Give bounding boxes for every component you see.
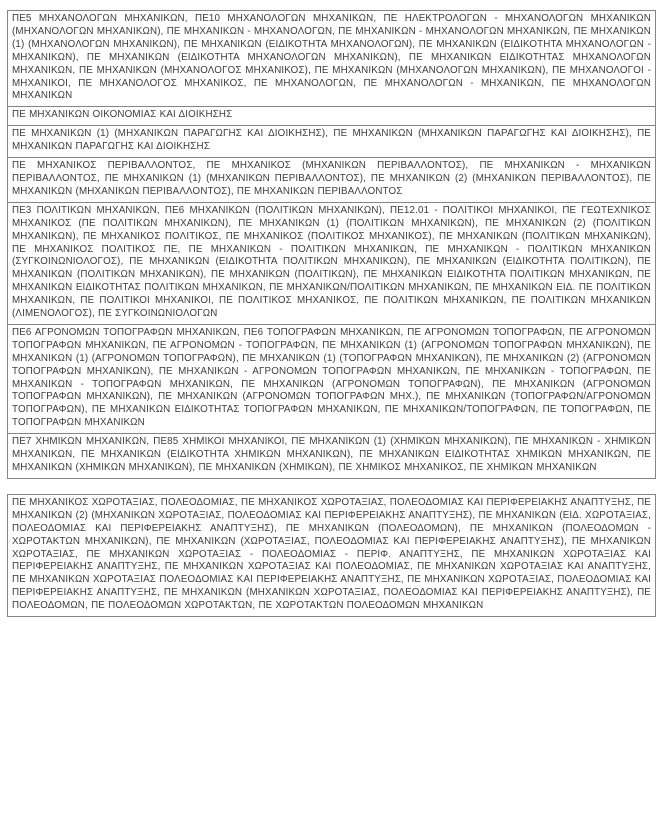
table-row-economics-management-engineers: ΠΕ ΜΗΧΑΝΙΚΩΝ ΟΙΚΟΝΟΜΙΑΣ ΚΑΙ ΔΙΟΙΚΗΣΗΣ — [8, 107, 655, 126]
specialties-table-lower — [7, 494, 656, 617]
table-row-production-management-engineers: ΠΕ ΜΗΧΑΝΙΚΩΝ (1) (ΜΗΧΑΝΙΚΩΝ ΠΑΡΑΓΩΓΗΣ ΚΑΙ ΔΙΟΙΚΗΣΗΣ), ΠΕ ΜΗΧΑΝΙΚΩΝ (ΜΗΧΑΝΙΚΩΝ ΠΑΡΑΓΩΓΗΣ ΚΑΙ ΔΙΟΙΚΗΣΗΣ), ΠΕ ΜΗΧΑΝΙΚΩΝ ΠΑΡΑΓΩΓΗΣ ΚΑΙ ΔΙΟΙΚΗΣΗΣ — [8, 126, 655, 158]
table-row-urban-planning-engineers: ΠΕ ΜΗΧΑΝΙΚΟΣ ΧΩΡΟΤΑΞΙΑΣ, ΠΟΛΕΟΔΟΜΙΑΣ, ΠΕ ΜΗΧΑΝΙΚΟΣ ΧΩΡΟΤΑΞΙΑΣ, ΠΟΛΕΟΔΟΜΙΑΣ ΚΑΙ ΠΕΡΙΦΕΡΕΙΑΚΗΣ ΑΝΑΠΤΥΞΗΣ, ΠΕ ΜΗΧΑΝΙΚΩΝ (2) (ΜΗΧΑΝΙΚΩΝ ΧΩΡΟΤΑΞΙΑΣ, ΠΟΛΕΟΔΟΜΙΑΣ ΚΑΙ ΠΕΡΙΦΕΡΕΙΑΚΗΣ ΑΝΑΠΤΥΞΗΣ), ΠΕ ΜΗΧΑΝΙΚΩΝ (ΕΙΔ. ΧΩΡΟΤΑΞΙΑΣ, ΠΟΛΕΟΔΟΜΙΑΣ ΚΑΙ ΠΕΡΙΦΕΡΕΙΑΚΗΣ ΑΝΑΠΤΥΞΗΣ), ΠΕ ΜΗΧΑΝΙΚΩΝ (ΠΟΛΕΟΔΟΜΩΝ), ΠΕ ΜΗΧΑΝΙΚΩΝ (ΠΟΛΕΟΔΟΜΩΝ - ΧΩΡΟΤΑΚΤΩΝ ΜΗΧΑΝΙΚΩΝ), ΠΕ ΜΗΧΑΝΙΚΩΝ (ΧΩΡΟΤΑΞΙΑΣ, ΠΟΛΕΟΔΟΜΙΑΣ ΚΑΙ ΠΕΡΙΦΕΡΕΙΑΚΗΣ ΑΝΑΠΤΥΞΗΣ), ΠΕ ΜΗΧΑΝΙΚΩΝ ΧΩΡΟΤΑΞΙΑΣ, ΠΕ ΜΗΧΑΝΙΚΩΝ ΧΩΡΟΤΑΞΙΑΣ - ΠΟΛΕΟΔΟΜΙΑΣ - ΠΕΡΙΦ. ΑΝΑΠΤΥΞΗΣ, ΠΕ ΜΗΧΑΝΙΚΩΝ ΧΩΡΟΤΑΞΙΑΣ ΚΑΙ ΠΕΡΙΦΕΡΕΙΑΚΗΣ ΑΝΑΠΤΥΞΗΣ, ΠΕ ΜΗΧΑΝΙΚΩΝ ΧΩΡΟΤΑΞΙΑΣ ΚΑΙ ΠΟΛΕΟΔΟΜΙΑΣ, ΠΕ ΜΗΧΑΝΙΚΩΝ ΧΩΡΟΤΑΞΙΑΣ ΚΑΙ ΑΝΑΠΤΥΞΗΣ, ΠΕ ΜΗΧΑΝΙΚΩΝ ΧΩΡΟΤΑΞΙΑΣ ΠΟΛΕΟΔΟΜΙΑΣ ΚΑΙ ΠΕΡΙΦΕΡΕΙΑΚΗΣ ΑΝΑΠΤΥΞΗΣ, ΠΕ ΜΗΧΑΝΙΚΩΝ ΧΩΡΟΤΑΞΙΑΣ, ΠΟΛΕΟΔΟΜΙΑΣ ΚΑΙ ΠΕΡΙΦΕΡΕΙΑΚΗΣ ΑΝΑΠΤΥΞΗΣ, ΠΕ ΜΗΧΑΝΙΚΩΝ (ΜΗΧΑΝΙΚΩΝ ΧΩΡΟΤΑΞΙΑΣ, ΠΟΛΕΟΔΟΜΙΑΣ ΚΑΙ ΠΕΡΙΦΕΡΕΙΑΚΗΣ ΑΝΑΠΤΥΞΗΣ), ΠΕ ΠΟΛΕΟΔΟΜΩΝ, ΠΕ ΠΟΛΕΟΔΟΜΩΝ ΧΩΡΟΤΑΚΤΩΝ, ΠΕ ΧΩΡΟΤΑΚΤΩΝ ΠΟΛΕΟΔΟΜΩΝ ΜΗΧΑΝΙΚΩΝ — [12, 496, 651, 612]
table-row-civil-engineers: ΠΕ3 ΠΟΛΙΤΙΚΩΝ ΜΗΧΑΝΙΚΩΝ, ΠΕ6 ΜΗΧΑΝΙΚΩΝ (ΠΟΛΙΤΙΚΩΝ ΜΗΧΑΝΙΚΩΝ), ΠΕ12.01 - ΠΟΛΙΤΙΚΟΙ ΜΗΧΑΝΙΚΟΙ, ΠΕ ΓΕΩΤΕΧΝΙΚΟΣ ΜΗΧΑΝΙΚΟΣ (ΠΕ ΠΟΛΙΤΙΚΩΝ ΜΗΧΑΝΙΚΩΝ), ΠΕ ΜΗΧΑΝΙΚΩΝ (1) (ΠΟΛΙΤΙΚΩΝ ΜΗΧΑΝΙΚΩΝ), ΠΕ ΜΗΧΑΝΙΚΩΝ (2) (ΠΟΛΙΤΙΚΩΝ ΜΗΧΑΝΙΚΩΝ), ΠΕ ΜΗΧΑΝΙΚΟΣ ΠΟΛΙΤΙΚΟΣ, ΠΕ ΜΗΧΑΝΙΚΟΣ (ΠΟΛΙΤΙΚΟΣ ΜΗΧΑΝΙΚΟΣ), ΠΕ ΜΗΧΑΝΙΚΩΝ (ΠΟΛΙΤΙΚΩΝ ΜΗΧΑΝΙΚΩΝ), ΠΕ ΜΗΧΑΝΙΚΟΣ ΠΟΛΙΤΙΚΟΣ ΠΕ, ΠΕ ΜΗΧΑΝΙΚΩΝ - ΠΟΛΙΤΙΚΩΝ ΜΗΧΑΝΙΚΩΝ, ΠΕ ΜΗΧΑΝΙΚΩΝ - ΠΟΛΙΤΙΚΩΝ ΜΗΧΑΝΙΚΩΝ (ΣΥΓΚΟΙΝΩΝΙΟΛΟΓΟΣ), ΠΕ ΜΗΧΑΝΙΚΩΝ (ΕΙΔΙΚΟΤΗΤΑ ΠΟΛΙΤΙΚΩΝ ΜΗΧΑΝΙΚΩΝ), ΠΕ ΜΗΧΑΝΙΚΩΝ (ΕΙΔΙΚΟΤΗΤΑ ΠΟΛΙΤΙΚΩΝ), ΠΕ ΜΗΧΑΝΙΚΩΝ (ΠΟΛΙΤΙΚΩΝ ΜΗΧΑΝΙΚΩΝ), ΠΕ ΜΗΧΑΝΙΚΩΝ (ΠΟΛΙΤΙΚΩΝ), ΠΕ ΜΗΧΑΝΙΚΩΝ ΕΙΔΙΚΟΤΗΤΑ ΠΟΛΙΤΙΚΩΝ ΜΗΧΑΝΙΚΩΝ, ΠΕ ΜΗΧΑΝΙΚΩΝ ΕΙΔΙΚΟΤΗΤΑΣ ΠΟΛΙΤΙΚΩΝ ΜΗΧΑΝΙΚΩΝ, ΠΕ ΜΗΧΑΝΙΚΩΝ/ΠΟΛΙΤΙΚΩΝ ΜΗΧΑΝΙΚΩΝ, ΠΕ ΜΗΧΑΝΙΚΩΝ ΕΙΔ. ΠΕ ΠΟΛΙΤΙΚΩΝ ΜΗΧΑΝΙΚΩΝ, ΠΕ ΠΟΛΙΤΙΚΟΙ ΜΗΧΑΝΙΚΟΙ, ΠΕ ΠΟΛΙΤΙΚΟΣ ΜΗΧΑΝΙΚΟΣ, ΠΕ ΠΟΛΙΤΙΚΩΝ ΜΗΧΑΝΙΚΩΝ, ΠΕ ΠΟΛΙΤΙΚΩΝ ΜΗΧΑΝΙΚΩΝ (ΛΙΜΕΝΟΛΟΓΟΣ), ΠΕ ΣΥΓΚΟΙΝΩΝΙΟΛΟΓΩΝ — [8, 203, 655, 325]
table-row-chemical-engineers: ΠΕ7 ΧΗΜΙΚΩΝ ΜΗΧΑΝΙΚΩΝ, ΠΕ85 ΧΗΜΙΚΟΙ ΜΗΧΑΝΙΚΟΙ, ΠΕ ΜΗΧΑΝΙΚΩΝ (1) (ΧΗΜΙΚΩΝ ΜΗΧΑΝΙΚΩΝ), ΠΕ ΜΗΧΑΝΙΚΩΝ - ΧΗΜΙΚΩΝ ΜΗΧΑΝΙΚΩΝ, ΠΕ ΜΗΧΑΝΙΚΩΝ (ΕΙΔΙΚΟΤΗΤΑ ΧΗΜΙΚΩΝ ΜΗΧΑΝΙΚΩΝ), ΠΕ ΜΗΧΑΝΙΚΩΝ ΕΙΔΙΚΟΤΗΤΑΣ ΧΗΜΙΚΩΝ ΜΗΧΑΝΙΚΩΝ, ΠΕ ΜΗΧΑΝΙΚΩΝ (ΧΗΜΙΚΩΝ ΜΗΧΑΝΙΚΩΝ), ΠΕ ΜΗΧΑΝΙΚΩΝ (ΧΗΜΙΚΩΝ), ΠΕ ΧΗΜΙΚΟΣ ΜΗΧΑΝΙΚΟΣ, ΠΕ ΧΗΜΙΚΩΝ ΜΗΧΑΝΙΚΩΝ — [12, 436, 651, 473]
table-row-mechanical-engineers: ΠΕ5 ΜΗΧΑΝΟΛΟΓΩΝ ΜΗΧΑΝΙΚΩΝ, ΠΕ10 ΜΗΧΑΝΟΛΟΓΩΝ ΜΗΧΑΝΙΚΩΝ, ΠΕ ΗΛΕΚΤΡΟΛΟΓΩΝ - ΜΗΧΑΝΟΛΟΓΩΝ ΜΗΧΑΝΙΚΩΝ (ΜΗΧΑΝΟΛΟΓΩΝ ΜΗΧΑΝΙΚΩΝ), ΠΕ ΜΗΧΑΝΙΚΩΝ - ΜΗΧΑΝΟΛΟΓΩΝ, ΠΕ ΜΗΧΑΝΙΚΩΝ - ΜΗΧΑΝΟΛΟΓΩΝ ΜΗΧΑΝΙΚΩΝ, ΠΕ ΜΗΧΑΝΙΚΩΝ (1) (ΜΗΧΑΝΟΛΟΓΩΝ ΜΗΧΑΝΙΚΩΝ), ΠΕ ΜΗΧΑΝΙΚΩΝ (ΕΙΔΙΚΟΤΗΤΑ ΜΗΧΑΝΟΛΟΓΩΝ), ΠΕ ΜΗΧΑΝΙΚΩΝ (ΕΙΔΙΚΟΤΗΤΑ ΜΗΧΑΝΟΛΟΓΩΝ - ΜΗΧΑΝΙΚΩΝ), ΠΕ ΜΗΧΑΝΙΚΩΝ (ΕΙΔΙΚΟΤΗΤΑ ΜΗΧΑΝΟΛΟΓΩΝ ΜΗΧΑΝΙΚΩΝ), ΠΕ ΜΗΧΑΝΙΚΩΝ ΕΙΔΙΚΟΤΗΤΑΣ ΜΗΧΑΝΟΛΟΓΩΝ ΜΗΧΑΝΙΚΩΝ, ΠΕ ΜΗΧΑΝΙΚΩΝ (ΜΗΧΑΝΟΛΟΓΟΣ ΜΗΧΑΝΙΚΟΣ), ΠΕ ΜΗΧΑΝΙΚΩΝ (ΜΗΧΑΝΟΛΟΓΩΝ ΜΗΧΑΝΙΚΩΝ), ΠΕ ΜΗΧΑΝΟΛΟΓΟΙ - ΜΗΧΑΝΙΚΟΙ, ΠΕ ΜΗΧΑΝΟΛΟΓΟΣ ΜΗΧΑΝΙΚΟΣ, ΠΕ ΜΗΧΑΝΟΛΟΓΩΝ, ΠΕ ΜΗΧΑΝΟΛΟΓΩΝ - ΜΗΧΑΝΙΚΩΝ, ΠΕ ΜΗΧΑΝΟΛΟΓΩΝ ΜΗΧΑΝΙΚΩΝ — [8, 11, 655, 107]
table-row-environmental-engineers: ΠΕ ΜΗΧΑΝΙΚΟΣ ΠΕΡΙΒΑΛΛΟΝΤΟΣ, ΠΕ ΜΗΧΑΝΙΚΟΣ (ΜΗΧΑΝΙΚΩΝ ΠΕΡΙΒΑΛΛΟΝΤΟΣ), ΠΕ ΜΗΧΑΝΙΚΩΝ - ΜΗΧΑΝΙΚΩΝ ΠΕΡΙΒΑΛΛΟΝΤΟΣ, ΠΕ ΜΗΧΑΝΙΚΩΝ (1) (ΜΗΧΑΝΙΚΩΝ ΠΕΡΙΒΑΛΛΟΝΤΟΣ), ΠΕ ΜΗΧΑΝΙΚΩΝ (2) (ΜΗΧΑΝΙΚΩΝ ΠΕΡΙΒΑΛΛΟΝΤΟΣ), ΠΕ ΜΗΧΑΝΙΚΩΝ (ΜΗΧΑΝΙΚΩΝ ΠΕΡΙΒΑΛΛΟΝΤΟΣ), ΠΕ ΜΗΧΑΝΙΚΩΝ ΠΕΡΙΒΑΛΛΟΝΤΟΣ — [8, 158, 655, 203]
specialties-table-upper — [7, 10, 656, 479]
table-row-surveying-engineers: ΠΕ6 ΑΓΡΟΝΟΜΩΝ ΤΟΠΟΓΡΑΦΩΝ ΜΗΧΑΝΙΚΩΝ, ΠΕ6 ΤΟΠΟΓΡΑΦΩΝ ΜΗΧΑΝΙΚΩΝ, ΠΕ ΑΓΡΟΝΟΜΩΝ ΤΟΠΟΓΡΑΦΩΝ, ΠΕ ΑΓΡΟΝΟΜΩΝ ΤΟΠΟΓΡΑΦΩΝ ΜΗΧΑΝΙΚΩΝ, ΠΕ ΑΓΡΟΝΟΜΩΝ - ΤΟΠΟΓΡΑΦΩΝ, ΠΕ ΜΗΧΑΝΙΚΩΝ (1) (ΑΓΡΟΝΟΜΩΝ ΤΟΠΟΓΡΑΦΩΝ ΜΗΧΑΝΙΚΩΝ), ΠΕ ΜΗΧΑΝΙΚΩΝ (1) (ΑΓΡΟΝΟΜΩΝ ΤΟΠΟΓΡΑΦΩΝ), ΠΕ ΜΗΧΑΝΙΚΩΝ (1) (ΤΟΠΟΓΡΑΦΩΝ ΜΗΧΑΝΙΚΩΝ), ΠΕ ΜΗΧΑΝΙΚΩΝ (2) (ΑΓΡΟΝΟΜΩΝ ΤΟΠΟΓΡΑΦΩΝ ΜΗΧΑΝΙΚΩΝ), ΠΕ ΜΗΧΑΝΙΚΩΝ - ΑΓΡΟΝΟΜΩΝ ΤΟΠΟΓΡΑΦΩΝ ΜΗΧΑΝΙΚΩΝ, ΠΕ ΜΗΧΑΝΙΚΩΝ - ΤΟΠΟΓΡΑΦΩΝ, ΠΕ ΜΗΧΑΝΙΚΩΝ - ΤΟΠΟΓΡΑΦΩΝ ΜΗΧΑΝΙΚΩΝ, ΠΕ ΜΗΧΑΝΙΚΩΝ (ΑΓΡΟΝΟΜΩΝ ΤΟΠΟΓΡΑΦΩΝ), ΠΕ ΜΗΧΑΝΙΚΩΝ (ΑΓΡΟΝΟΜΩΝ ΤΟΠΟΓΡΑΦΩΝ ΜΗΧΑΝΙΚΩΝ), ΠΕ ΜΗΧΑΝΙΚΩΝ (ΑΓΡΟΝΟΜΩΝ ΤΟΠΟΓΡΑΦΩΝ ΜΗΧ.), ΠΕ ΜΗΧΑΝΙΚΩΝ (ΤΟΠΟΓΡΑΦΩΝ/ΑΓΡΟΝΟΜΩΝ ΤΟΠΟΓΡΑΦΩΝ), ΠΕ ΜΗΧΑΝΙΚΩΝ ΕΙΔΙΚΟΤΗΤΑΣ ΤΟΠΟΓΡΑΦΩΝ ΜΗΧΑΝΙΚΩΝ, ΠΕ ΜΗΧΑΝΙΚΩΝ/ΤΟΠΟΓΡΑΦΩΝ, ΠΕ ΤΟΠΟΓΡΑΦΩΝ, ΠΕ ΤΟΠΟΓΡΑΦΩΝ ΜΗΧΑΝΙΚΩΝ — [8, 325, 655, 434]
